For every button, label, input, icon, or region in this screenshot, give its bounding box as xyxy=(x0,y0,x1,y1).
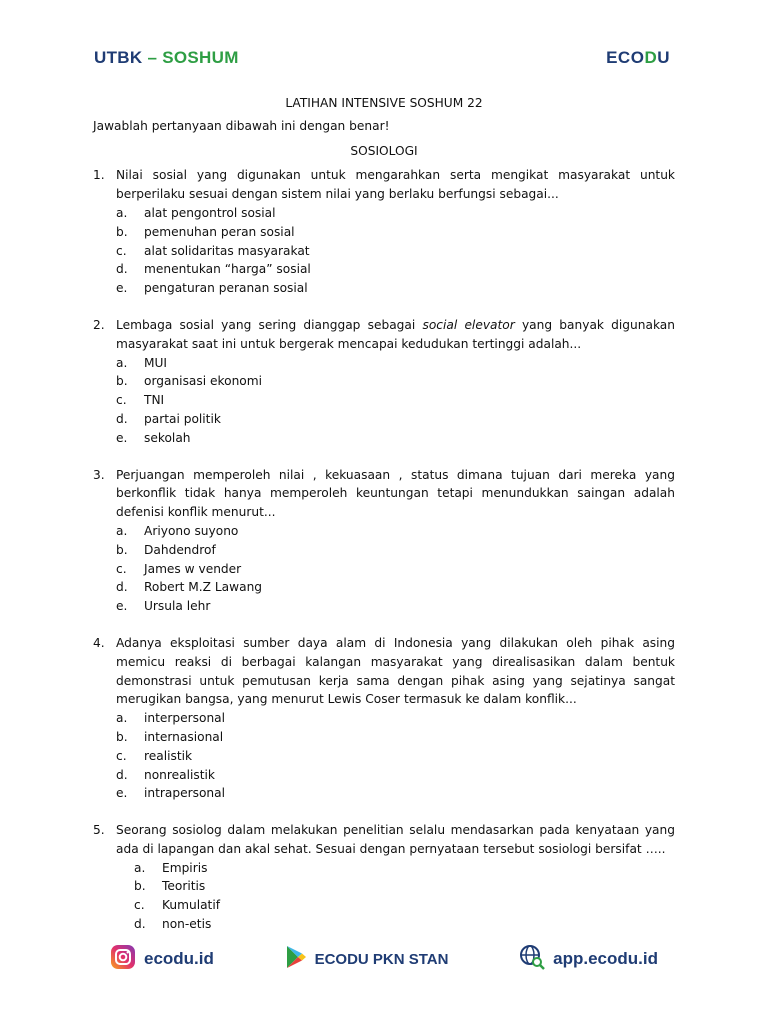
question-4 xyxy=(93,634,675,803)
option-letter: d. xyxy=(116,580,128,595)
play-store-icon xyxy=(285,945,307,974)
question-number: 5. xyxy=(93,823,105,838)
question-text-part: yang banyak digunakan masyarakat saat ini untuk bergerak mencapai kedudukan tertinggi adalah... xyxy=(116,317,675,351)
option-letter: c. xyxy=(116,243,127,258)
option-text: alat solidaritas masyarakat xyxy=(144,243,310,258)
option-text: Robert M.Z Lawang xyxy=(144,580,263,595)
option-letter: a. xyxy=(116,523,128,538)
brand-soshum: SOSHUM xyxy=(162,48,239,67)
question-text: Nilai sosial yang digunakan untuk mengarahkan serta mengikat masyarakat untuk berperilaku sesuai dengan sistem nilai yang berlaku berfungsi sebagai... xyxy=(116,168,675,202)
option-text: realistik xyxy=(144,748,193,763)
document-title: LATIHAN INTENSIVE SOSHUM 22 xyxy=(285,96,483,110)
option-d xyxy=(116,410,675,429)
brand-utbk-soshum xyxy=(94,48,239,68)
option-e xyxy=(116,279,675,298)
question-number: 4. xyxy=(93,635,105,650)
option-list xyxy=(116,354,675,448)
option-list xyxy=(116,859,675,934)
option-text: Teoritis xyxy=(162,879,206,894)
option-text: organisasi ekonomi xyxy=(144,374,263,389)
option-c xyxy=(116,747,675,766)
option-e xyxy=(116,784,675,803)
option-letter: d. xyxy=(116,767,128,782)
question-text: Perjuangan memperoleh nilai , kekuasaan , status dimana tujuan dari mereka yang berkonflik tidak hanya memperoleh keuntungan tetapi menundukkan saingan adalah defenisi konflik menurut... xyxy=(116,467,675,520)
question-3 xyxy=(93,466,675,616)
option-d xyxy=(116,578,675,597)
option-letter: b. xyxy=(116,224,128,239)
footer-instagram xyxy=(110,944,214,975)
footer-instagram-label: ecodu.id xyxy=(144,949,214,968)
option-d xyxy=(116,260,675,279)
option-text: Empiris xyxy=(162,860,208,875)
question-text-italic: social elevator xyxy=(422,317,515,332)
option-letter: b. xyxy=(116,374,128,389)
option-text: Kumulatif xyxy=(162,898,221,913)
option-letter: e. xyxy=(116,281,128,296)
brand-ecodu-logo xyxy=(606,48,670,68)
option-text: pengaturan peranan sosial xyxy=(144,281,308,296)
globe-search-icon xyxy=(519,944,545,975)
question-2 xyxy=(93,316,675,448)
option-letter: b. xyxy=(116,729,128,744)
option-letter: a. xyxy=(116,711,128,726)
option-text: menentukan “harga” sosial xyxy=(144,262,311,277)
option-text: internasional xyxy=(144,729,224,744)
question-number: 2. xyxy=(93,317,105,332)
footer-playstore-label: ECODU PKN STAN xyxy=(314,950,449,968)
option-text: interpersonal xyxy=(144,711,226,726)
option-b xyxy=(116,372,675,391)
option-letter: e. xyxy=(116,599,128,614)
option-letter: c. xyxy=(116,748,127,763)
option-text: James w vender xyxy=(144,561,242,576)
option-c xyxy=(116,391,675,410)
option-letter: d. xyxy=(134,917,146,932)
option-list xyxy=(116,204,675,298)
question-5 xyxy=(93,821,675,934)
option-text: partai politik xyxy=(144,411,221,426)
option-a xyxy=(116,354,675,373)
option-d xyxy=(116,766,675,785)
option-a xyxy=(116,709,675,728)
footer-web-label: app.ecodu.id xyxy=(553,949,658,968)
option-b xyxy=(116,728,675,747)
question-number: 3. xyxy=(93,467,105,482)
option-c xyxy=(116,242,675,261)
footer-web xyxy=(519,944,658,975)
option-letter: a. xyxy=(116,205,128,220)
option-a xyxy=(134,859,675,878)
brand-dash: – xyxy=(142,48,163,67)
option-b xyxy=(116,223,675,242)
option-letter: e. xyxy=(116,430,128,445)
question-text xyxy=(116,316,675,354)
option-text: Ursula lehr xyxy=(144,599,211,614)
option-a xyxy=(116,204,675,223)
instruction-text: Jawablah pertanyaan dibawah ini dengan benar! xyxy=(93,118,390,133)
option-text: alat pengontrol sosial xyxy=(144,205,276,220)
option-list xyxy=(116,522,675,616)
brand-ecodu-b: D xyxy=(644,48,658,67)
question-number: 1. xyxy=(93,168,105,183)
option-c xyxy=(134,896,675,915)
option-d xyxy=(134,915,675,934)
option-a xyxy=(116,522,675,541)
question-1 xyxy=(93,166,675,298)
question-text: Adanya eksploitasi sumber daya alam di Indonesia yang dilakukan oleh pihak asing memicu reaksi di berbagai kalangan masyarakat yang direalisasikan dalam bentuk demonstrasi untuk pemutusan kerja sama dengan pihak asing yang sejatinya sangat merugikan bangsa, yang menurut Lewis Coser termasuk ke dalam konflik... xyxy=(116,635,675,707)
option-letter: c. xyxy=(116,561,127,576)
option-e xyxy=(116,597,675,616)
option-letter: d. xyxy=(116,262,128,277)
option-b xyxy=(134,877,675,896)
option-letter: b. xyxy=(134,879,146,894)
section-heading: SOSIOLOGI xyxy=(350,143,418,158)
option-letter: a. xyxy=(134,860,146,875)
option-text: TNI xyxy=(144,393,165,408)
option-text: pemenuhan peran sosial xyxy=(144,224,295,239)
question-text-part: Lembaga sosial yang sering dianggap sebagai xyxy=(116,317,423,332)
option-text: Ariyono suyono xyxy=(144,523,239,538)
option-e xyxy=(116,429,675,448)
option-letter: d. xyxy=(116,411,128,426)
option-letter: a. xyxy=(116,355,128,370)
option-text: non-etis xyxy=(162,917,212,932)
option-text: MUI xyxy=(144,355,168,370)
option-letter: c. xyxy=(116,393,127,408)
instagram-icon xyxy=(110,944,136,975)
brand-ecodu-c: U xyxy=(657,48,670,67)
document-body xyxy=(93,94,675,934)
option-letter: e. xyxy=(116,786,128,801)
option-letter: c. xyxy=(134,898,145,913)
option-letter: b. xyxy=(116,542,128,557)
page-header xyxy=(94,44,670,72)
page-footer xyxy=(110,945,658,973)
option-b xyxy=(116,541,675,560)
option-text: Dahdendrof xyxy=(144,542,216,557)
option-text: intrapersonal xyxy=(144,786,225,801)
option-list xyxy=(116,709,675,803)
brand-utbk: UTBK xyxy=(94,48,143,67)
option-text: sekolah xyxy=(144,430,191,445)
option-c xyxy=(116,560,675,579)
footer-playstore xyxy=(285,945,449,974)
question-text: Seorang sosiolog dalam melakukan penelitian selalu mendasarkan pada kenyataan yang ada di lapangan dan akal sehat. Sesuai dengan pernyataan tersebut sosiologi bersifat ….. xyxy=(116,823,675,856)
brand-ecodu-a: ECO xyxy=(606,48,645,67)
option-text: nonrealistik xyxy=(144,767,215,782)
